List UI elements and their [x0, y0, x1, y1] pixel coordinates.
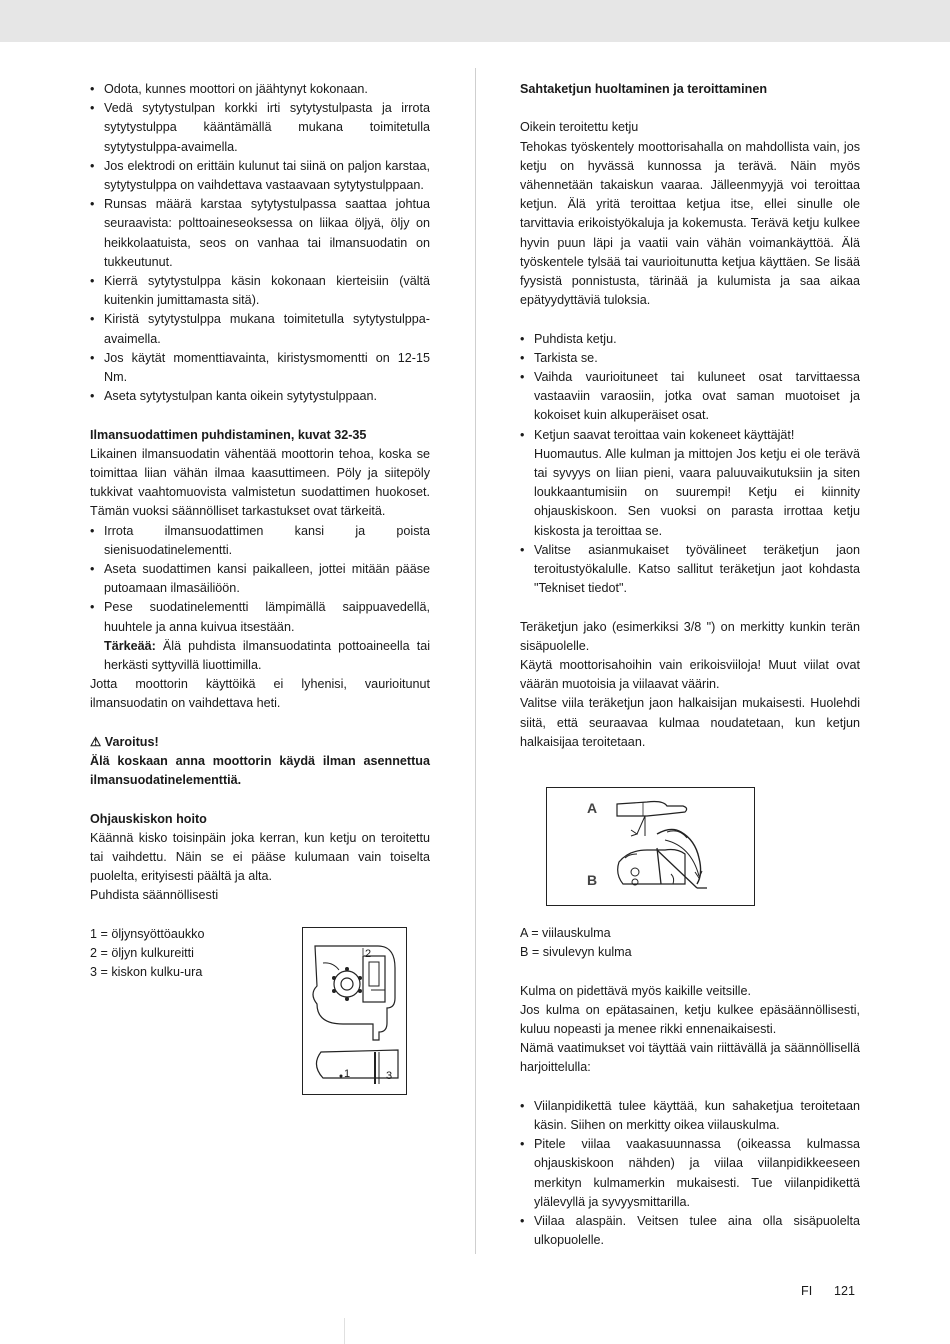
- guide-bar-heading: Ohjauskiskon hoito: [90, 811, 207, 826]
- figure-label-2: 2: [365, 948, 372, 960]
- guide-bar-figure: [302, 927, 407, 1095]
- air-filter-steps: [90, 522, 430, 637]
- figure-label-1: 1: [344, 1068, 351, 1080]
- list-item: • Runsas määrä karstaa sytytystulpassa saattaa johtua seuraavista: polttoaineseoksessa on liikaa öljyä, öljy on heikkolaatuista, seos on vanhaa tai ilmansuodatin on tukkeutunut.: [90, 195, 430, 272]
- chain-note: Huomautus. Alle kulman ja mittojen Jos ketju ei ole terävä tai syvyys on liian pieni, vaara paluuvaikutuksiin ja siten loukkaantumisiin on suurempi! Ketju ei kiinnity ohjauskiskoon. Sen vuoksi on parasta irrottaa ketju kiskosta ja teroittaa se.: [534, 446, 860, 538]
- right-column-lower: [520, 924, 860, 1250]
- list-item: • Valitse asianmukaiset työvälineet teräketjun jaon teroitustyökalulle. Katso sallitut teräketjun jaot kohdasta "Tekniset tiedot".: [520, 541, 860, 599]
- important-text: Älä puhdista ilmansuodatinta pottoaineella tai herkästi syttyvillä liuottimilla.: [104, 638, 430, 673]
- left-column: [90, 80, 430, 982]
- list-item: • Aseta suodattimen kansi paikalleen, jottei mitään pääse putoamaan ilmasäiliöön.: [90, 560, 430, 598]
- chain-tools: [520, 541, 860, 599]
- important-label: Tärkeää:: [104, 638, 156, 653]
- chain-steps: [520, 330, 860, 445]
- file-paragraph: Käytä moottorisahoihin vain erikoisviiloja! Muut viilat ovat väärän muotoisia ja viilaavat väärin.: [520, 658, 860, 692]
- guide-clean-label: Puhdista säännöllisesti: [90, 888, 219, 903]
- list-item: • Jos käytät momenttiavainta, kiristysmomentti on 12-15 Nm.: [90, 349, 430, 387]
- air-filter-heading: Ilmansuodattimen puhdistaminen, kuvat 32-35: [90, 427, 367, 442]
- filing-steps: [520, 1097, 860, 1251]
- warning-heading: [90, 733, 430, 752]
- column-divider: [475, 68, 476, 1254]
- angle-paragraph: Jos kulma on epätasainen, ketju kulkee epäsäännöllisesti, kuluu nopeasti ja menee rikki ennenaikaisesti.: [520, 1002, 860, 1036]
- figure-label-a: A: [587, 800, 598, 816]
- figure-label-b: B: [587, 872, 598, 888]
- legend-a: A = viilauskulma: [520, 926, 611, 940]
- legend-b: B = sivulevyn kulma: [520, 945, 632, 960]
- top-header-bar: [0, 0, 950, 42]
- list-item: • Odota, kunnes moottori on jäähtynyt kokonaan.: [90, 80, 430, 99]
- pitch-paragraph: Teräketjun jako (esimerkiksi 3/8 ") on merkitty kunkin terän sisäpuolelle.: [520, 619, 860, 653]
- list-item: • Irrota ilmansuodattimen kansi ja poista sienisuodatinelementti.: [90, 522, 430, 560]
- list-item: • Kierrä sytytystulppa käsin kokonaan kierteisiin (vältä kuitenkin jumittamasta sitä).: [90, 272, 430, 310]
- list-item: • Jos elektrodi on erittäin kulunut tai siinä on paljon karstaa, sytytystulppa on vaihdettava vastaavaan sytytystulppaan.: [90, 157, 430, 195]
- air-filter-paragraph: Likainen ilmansuodatin vähentää moottorin tehoa, koska se toimittaa liian vähän ilmaa kaasuttimeen. Pöly ja siitepöly tukkivat vaahtomuovista valmistetun suodattimen huokoset. Tämän vuoksi säännölliset tarkastukset ovat tärkeitä.: [90, 446, 430, 519]
- page-fold-mark: [344, 1318, 345, 1344]
- guide-legend-item: 1 = öljynsyöttöaukko: [90, 926, 205, 941]
- warning-title: Varoitus!: [101, 734, 159, 749]
- guide-bar-paragraph: Käännä kisko toisinpäin joka kerran, kun ketju on teroitettu tai vaihdettu. Näin se ei pääse kulumaan vain toiselta puolelta, erityisesti päältä ja alta.: [90, 830, 430, 884]
- list-item: • Pitele viilaa vaakasuunnassa (oikeassa kulmassa ohjauskiskoon nähden) ja viilaa viilanpidikkeeseen merkityn kulmamerkin mukaisesti. Tue viilanpidikettä ylälevyllä ja syvyysmittarilla.: [520, 1135, 860, 1212]
- list-item: • Pese suodatinelementti lämpimällä saippuavedellä, huuhtele ja anna kuivua itsestään.: [90, 598, 430, 636]
- figure-label-3: 3: [386, 1070, 393, 1082]
- list-item: • Aseta sytytystulpan kanta oikein sytytystulppaan.: [90, 387, 430, 406]
- list-item: • Tarkista se.: [520, 349, 860, 368]
- list-item: • Ketjun saavat teroittaa vain kokeneet käyttäjät!: [520, 426, 860, 445]
- chain-subheading: Oikein teroitettu ketju: [520, 120, 639, 135]
- page-number: 121: [834, 1284, 856, 1298]
- footer-language: FI: [801, 1284, 813, 1298]
- guide-legend-item: 3 = kiskon kulku-ura: [90, 965, 203, 980]
- list-item: • Viilanpidikettä tulee käyttää, kun sahaketjua teroitetaan käsin. Siihen on merkitty oikea viilauskulma.: [520, 1097, 860, 1135]
- list-item: • Puhdista ketju.: [520, 330, 860, 349]
- guide-legend-item: 2 = öljyn kulkureitti: [90, 946, 194, 961]
- list-item: • Vedä sytytystulpan korkki irti sytytystulpasta ja irrota sytytystulppa kääntämällä mukana toimitetulla sytytystulppa-avaimella.: [90, 99, 430, 157]
- warning-text: Älä koskaan anna moottorin käydä ilman asennettua ilmansuodatinelementtiä.: [90, 754, 430, 788]
- list-item: • Kiristä sytytystulppa mukana toimitetulla sytytystulppa-avaimella.: [90, 310, 430, 348]
- filing-angle-diagram: [547, 788, 754, 905]
- right-column: [520, 80, 860, 752]
- angle-text: Kulma on pidettävä myös kaikille veitsille.: [520, 983, 751, 998]
- filing-angle-figure: [546, 787, 755, 906]
- spark-plug-steps: [90, 80, 430, 406]
- chain-heading: Sahtaketjun huoltaminen ja teroittaminen: [520, 82, 768, 96]
- air-filter-conclusion: Jotta moottorin käyttöikä ei lyhenisi, vaurioitunut ilmansuodatin on vaihdettava heti.: [90, 677, 430, 711]
- important-note: [90, 637, 430, 675]
- chain-paragraph: Tehokas työskentely moottorisahalla on mahdollista vain, jos ketju on hyvässä kunnossa ja terävä. Näin myös vähennetään takaiskun vaaraa. Jälleenmyyjä voi teroittaa ketjun. Älä yritä teroittaa ketjua itse, ellei sinulle ole tarvittavia erikoistyökaluja ja kokemusta. Terävä ketju kulkee hyvin puun läpi ja vaatii vain vähän voimankäyttöä. Älä työskentele tylsää tai vaurioitunutta ketjua käyttäen. Se lisää fyysistä ponnistusta, tärinää ja kulumista ja saa aikaa epätyydyttäviä tuloksia.: [520, 139, 860, 308]
- diameter-paragraph: Valitse viila teräketjun jaon halkaisijan mukaisesti. Huolehdi siitä, että seuraavaa kulmaa noudatetaan, kun ketjun halkaisijaa teroitetaan.: [520, 696, 860, 749]
- angle-paragraph-2: Nämä vaatimukset voi täyttää vain riittävällä ja säännöllisellä harjoittelulla:: [520, 1041, 860, 1075]
- list-item: • Vaihda vaurioituneet tai kuluneet osat tarvittaessa vastaaviin varaosiin, jotka ovat saman muotoiset ja kokoiset kuin alkuperäiset osat.: [520, 368, 860, 426]
- list-item: • Viilaa alaspäin. Veitsen tulee aina olla sisäpuolelta ulkopuolelle.: [520, 1212, 860, 1250]
- warning-icon: ⚠: [90, 734, 102, 749]
